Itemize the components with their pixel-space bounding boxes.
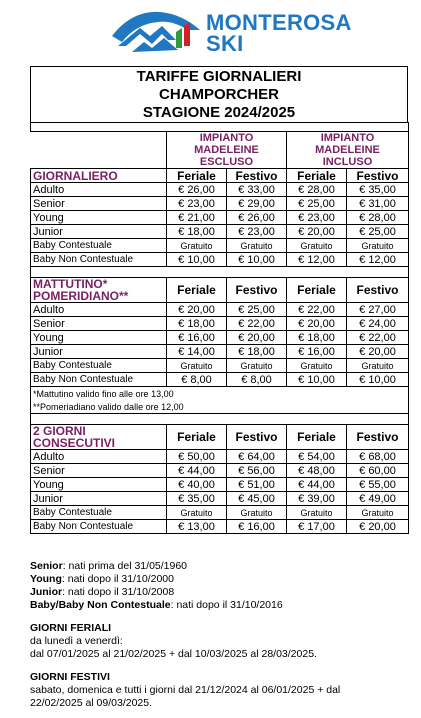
section-title: 2 GIORNI CONSECUTIVI xyxy=(31,425,167,450)
price-cell: € 14,00 xyxy=(167,345,227,359)
price-cell: € 10,00 xyxy=(167,253,227,267)
category-name: Baby/Baby Non Contestuale xyxy=(30,599,171,611)
section-spacer xyxy=(31,414,409,425)
row-label: Baby Contestuale xyxy=(31,506,167,520)
blank-cell xyxy=(31,123,409,132)
category-text: : nati prima del 31/05/1960 xyxy=(62,560,188,572)
note-row xyxy=(31,400,409,414)
row-label: Baby Non Contestuale xyxy=(31,253,167,267)
footnote: **Pomeriadiano valido dalle ore 12,00 xyxy=(31,400,409,414)
table-row xyxy=(31,478,409,492)
price-cell: € 20,00 xyxy=(287,317,347,331)
category-definition xyxy=(30,586,410,599)
row-label: Adulto xyxy=(31,183,167,197)
price-cell: Gratuito xyxy=(347,239,409,253)
price-cell: € 64,00 xyxy=(227,450,287,464)
column-header: Feriale xyxy=(287,425,347,450)
category-name: Junior xyxy=(30,586,63,598)
spacer-cell xyxy=(31,267,409,278)
price-cell: € 25,00 xyxy=(287,197,347,211)
price-cell: Gratuito xyxy=(167,506,227,520)
row-label: Adulto xyxy=(31,450,167,464)
footer-notes xyxy=(30,560,410,710)
price-cell: Gratuito xyxy=(287,239,347,253)
price-cell: € 25,00 xyxy=(227,303,287,317)
price-cell: € 45,00 xyxy=(227,492,287,506)
table-row xyxy=(31,253,409,267)
column-header: Feriale xyxy=(167,425,227,450)
category-definition xyxy=(30,573,410,586)
price-cell: € 20,00 xyxy=(347,345,409,359)
price-cell: € 8,00 xyxy=(167,373,227,387)
table-row xyxy=(31,506,409,520)
table-row xyxy=(31,183,409,197)
price-cell: € 56,00 xyxy=(227,464,287,478)
price-cell: € 27,00 xyxy=(347,303,409,317)
row-label: Senior xyxy=(31,317,167,331)
section-spacer xyxy=(31,267,409,278)
price-cell: € 28,00 xyxy=(287,183,347,197)
price-cell: Gratuito xyxy=(167,239,227,253)
section-title: MATTUTINO* POMERIDIANO** xyxy=(31,278,167,303)
column-header: Festivo xyxy=(227,169,287,183)
table-row xyxy=(31,520,409,534)
section-header-row xyxy=(31,425,409,450)
table-row xyxy=(31,225,409,239)
table-row xyxy=(31,197,409,211)
category-definition xyxy=(30,599,410,612)
price-cell: € 44,00 xyxy=(167,464,227,478)
price-cell: € 18,00 xyxy=(167,317,227,331)
spacer-cell xyxy=(31,414,409,425)
price-cell: € 26,00 xyxy=(167,183,227,197)
feriali-line-2: dal 07/01/2025 al 21/02/2025 + dal 10/03/2025 al 28/03/2025. xyxy=(30,648,317,660)
plant-header-1: IMPIANTO MADELEINE ESCLUSO xyxy=(167,132,287,169)
price-cell: € 18,00 xyxy=(167,225,227,239)
price-cell: € 25,00 xyxy=(347,225,409,239)
price-cell: € 22,00 xyxy=(347,331,409,345)
category-name: Senior xyxy=(30,560,63,572)
price-cell: Gratuito xyxy=(347,506,409,520)
price-cell: € 35,00 xyxy=(167,492,227,506)
price-cell: € 60,00 xyxy=(347,464,409,478)
table-row xyxy=(31,239,409,253)
price-cell: € 20,00 xyxy=(167,303,227,317)
category-text: : nati dopo il 31/10/2008 xyxy=(62,586,175,598)
tariff-table xyxy=(30,122,409,534)
empty-corner xyxy=(31,132,167,169)
feriali-title: GIORNI FERIALI xyxy=(30,622,112,634)
page-title xyxy=(30,66,408,122)
price-cell: € 48,00 xyxy=(287,464,347,478)
row-label: Young xyxy=(31,478,167,492)
section-header-row xyxy=(31,169,409,183)
column-header: Festivo xyxy=(347,169,409,183)
row-label: Senior xyxy=(31,197,167,211)
table-row xyxy=(31,492,409,506)
price-cell: € 10,00 xyxy=(287,373,347,387)
price-cell: € 16,00 xyxy=(227,520,287,534)
brand-line-1: MONTEROSA xyxy=(206,10,352,35)
price-cell: € 16,00 xyxy=(287,345,347,359)
row-label: Junior xyxy=(31,345,167,359)
plant-header-2: IMPIANTO MADELEINE INCLUSO xyxy=(287,132,409,169)
price-cell: € 23,00 xyxy=(287,211,347,225)
price-cell: € 22,00 xyxy=(227,317,287,331)
price-cell: € 50,00 xyxy=(167,450,227,464)
price-cell: € 44,00 xyxy=(287,478,347,492)
blank-row xyxy=(31,123,409,132)
table-row xyxy=(31,331,409,345)
row-label: Senior xyxy=(31,464,167,478)
price-cell: € 40,00 xyxy=(167,478,227,492)
price-cell: € 49,00 xyxy=(347,492,409,506)
price-cell: € 35,00 xyxy=(347,183,409,197)
price-cell: € 23,00 xyxy=(167,197,227,211)
price-cell: € 26,00 xyxy=(227,211,287,225)
table-row xyxy=(31,345,409,359)
price-cell: € 18,00 xyxy=(287,331,347,345)
row-label: Baby Non Contestuale xyxy=(31,373,167,387)
feriali-line-1: da lunedì a venerdì: xyxy=(30,635,123,647)
column-header: Festivo xyxy=(227,278,287,303)
price-cell: € 20,00 xyxy=(347,520,409,534)
table-row xyxy=(31,303,409,317)
column-header: Feriale xyxy=(287,169,347,183)
column-header: Festivo xyxy=(227,425,287,450)
price-cell: € 12,00 xyxy=(347,253,409,267)
price-cell: € 8,00 xyxy=(227,373,287,387)
price-cell: € 39,00 xyxy=(287,492,347,506)
title-line-1: TARIFFE GIORNALIERI xyxy=(136,68,302,85)
price-cell: € 10,00 xyxy=(347,373,409,387)
table-row xyxy=(31,450,409,464)
row-label: Young xyxy=(31,211,167,225)
price-cell: € 31,00 xyxy=(347,197,409,211)
row-label: Junior xyxy=(31,492,167,506)
title-line-2: CHAMPORCHER xyxy=(159,86,279,103)
price-cell: € 24,00 xyxy=(347,317,409,331)
festivi-line-1: sabato, domenica e tutti i giorni dal 21/12/2024 al 06/01/2025 + dal xyxy=(30,684,341,696)
price-cell: € 20,00 xyxy=(287,225,347,239)
column-header: Feriale xyxy=(287,278,347,303)
title-line-3: STAGIONE 2024/2025 xyxy=(142,104,296,121)
price-cell: € 54,00 xyxy=(287,450,347,464)
price-cell: Gratuito xyxy=(227,506,287,520)
price-cell: Gratuito xyxy=(287,359,347,373)
section-title: GIORNALIERO xyxy=(31,169,167,183)
table-row xyxy=(31,211,409,225)
price-cell: € 12,00 xyxy=(287,253,347,267)
price-cell: € 22,00 xyxy=(287,303,347,317)
category-name: Young xyxy=(30,573,62,585)
table-row xyxy=(31,359,409,373)
price-cell: € 10,00 xyxy=(227,253,287,267)
price-cell: Gratuito xyxy=(287,506,347,520)
column-header: Feriale xyxy=(167,278,227,303)
price-cell: € 33,00 xyxy=(227,183,287,197)
festivi-line-2: 22/02/2025 al 09/03/2025. xyxy=(30,697,153,709)
category-text: : nati dopo il 31/10/2016 xyxy=(170,599,283,611)
price-cell: € 16,00 xyxy=(167,331,227,345)
row-label: Baby Non Contestuale xyxy=(31,520,167,534)
row-label: Baby Contestuale xyxy=(31,359,167,373)
price-cell: € 13,00 xyxy=(167,520,227,534)
section-header-row xyxy=(31,278,409,303)
table-row xyxy=(31,317,409,331)
brand-line-2: SKI xyxy=(206,31,244,56)
category-text: : nati dopo il 31/10/2000 xyxy=(61,573,174,585)
note-row xyxy=(31,387,409,401)
price-cell: Gratuito xyxy=(347,359,409,373)
price-cell: € 29,00 xyxy=(227,197,287,211)
table-row xyxy=(31,373,409,387)
monterosa-ski-logo xyxy=(110,6,350,58)
price-cell: € 17,00 xyxy=(287,520,347,534)
footnote: *Mattutino valido fino alle ore 13,00 xyxy=(31,387,409,401)
price-cell: € 28,00 xyxy=(347,211,409,225)
price-cell: € 51,00 xyxy=(227,478,287,492)
price-cell: € 68,00 xyxy=(347,450,409,464)
price-cell: € 55,00 xyxy=(347,478,409,492)
festivi-title: GIORNI FESTIVI xyxy=(30,671,110,683)
table-row xyxy=(31,464,409,478)
price-cell: € 18,00 xyxy=(227,345,287,359)
price-cell: € 23,00 xyxy=(227,225,287,239)
column-header: Festivo xyxy=(347,425,409,450)
row-label: Adulto xyxy=(31,303,167,317)
category-definitions xyxy=(30,560,410,612)
price-cell: € 20,00 xyxy=(227,331,287,345)
price-cell: Gratuito xyxy=(227,239,287,253)
row-label: Young xyxy=(31,331,167,345)
mountain-logo-icon xyxy=(110,6,202,58)
price-cell: Gratuito xyxy=(167,359,227,373)
brand-name xyxy=(206,12,352,54)
price-cell: € 21,00 xyxy=(167,211,227,225)
row-label: Baby Contestuale xyxy=(31,239,167,253)
plants-header-row xyxy=(31,132,409,169)
column-header: Feriale xyxy=(167,169,227,183)
row-label: Junior xyxy=(31,225,167,239)
column-header: Festivo xyxy=(347,278,409,303)
price-cell: Gratuito xyxy=(227,359,287,373)
category-definition xyxy=(30,560,410,573)
